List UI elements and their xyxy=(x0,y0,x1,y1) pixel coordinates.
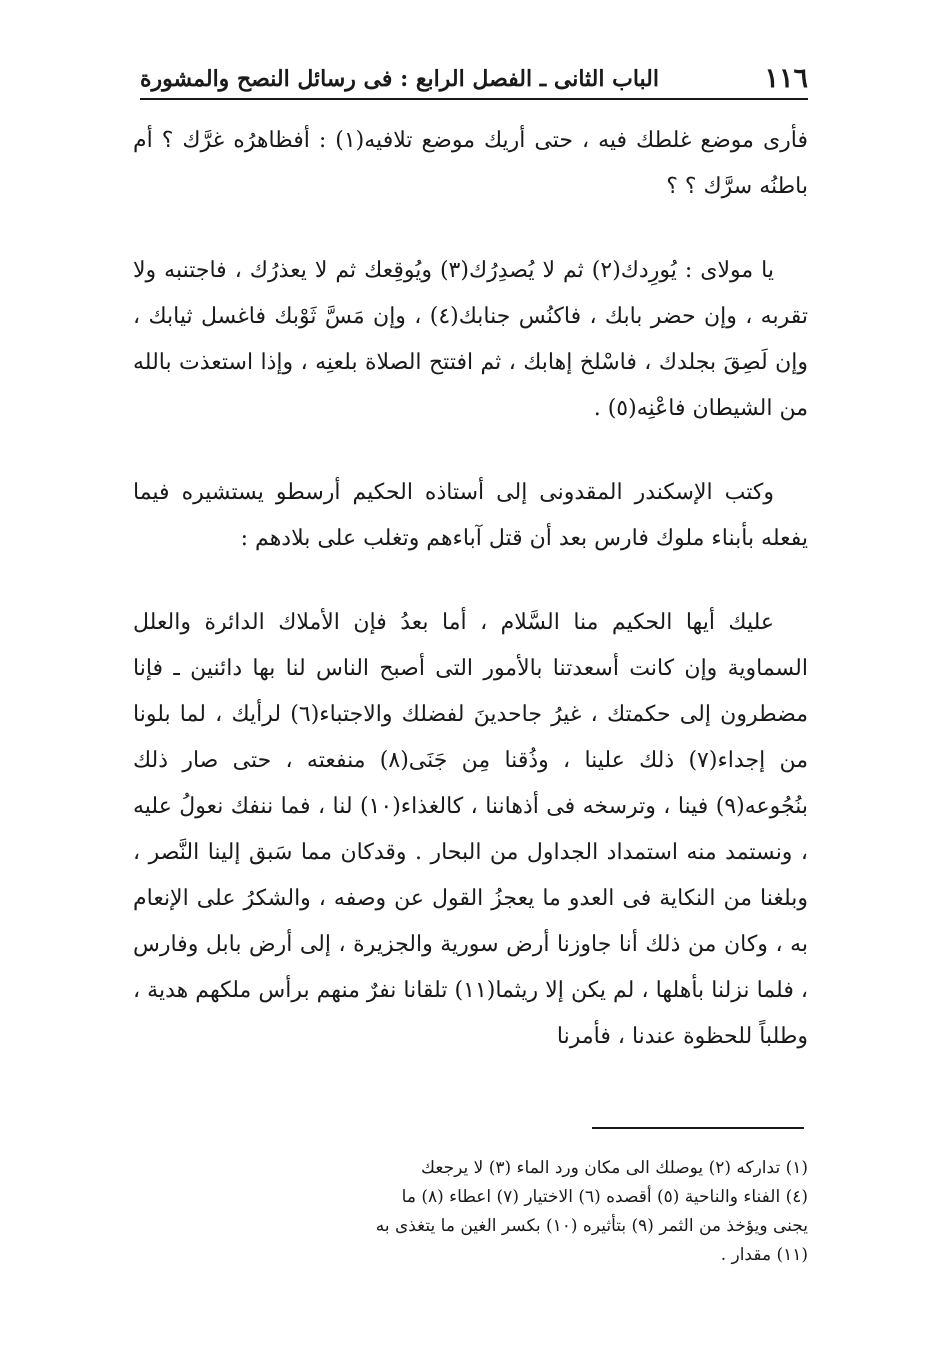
paragraph-alexander-intro: وكتب الإسكندر المقدونى إلى أستاذه الحكيم أرسطو يستشيره فيما يفعله بأبناء ملوك فارس بعد أن قتل آباءهم وتغلب على بلادهم : xyxy=(133,480,808,551)
paragraph-gap xyxy=(133,210,808,248)
footnote-line: (١١) مقدار . xyxy=(720,1245,808,1265)
running-title: الباب الثانى ـ الفصل الرابع : فى رسائل النصح والمشورة xyxy=(140,66,659,92)
main-text xyxy=(133,118,808,1060)
page-number: ١١٦ xyxy=(764,63,808,94)
footnotes xyxy=(133,1154,808,1270)
page-header xyxy=(140,58,808,100)
paragraph-gap xyxy=(133,562,808,600)
footnote-divider xyxy=(592,1127,804,1129)
footnote-line: يجنى ويؤخذ من الثمر (٩) بتأثيره (١٠) بكسر الغين ما يتغذى به xyxy=(375,1216,808,1236)
footnote-line: (١) تداركه (٢) يوصلك الى مكان ورد الماء (٣) لا يرجعك xyxy=(421,1158,808,1178)
paragraph-gap xyxy=(133,432,808,470)
footnote-line: (٤) الفناء والناحية (٥) أقصده (٦) الاختيار (٧) اعطاء (٨) ما xyxy=(401,1187,808,1207)
paragraph-continuation: فأرى موضع غلطك فيه ، حتى أريك موضع تلافيه(١) : أفظاهرُه غرَّك ؟ أم باطنُه سرَّك ؟ ؟ xyxy=(133,128,809,199)
paragraph-mawlay: يا مولاى : يُورِدك(٢) ثم لا يُصدِرُك(٣) ويُوقِعك ثم لا يعذرُك ، فاجتنبه ولا تقربه ، وإن حضر بابك ، فاكنُس جنابك(٤) ، وإن مَسَّ ثَوْبك فاغسل ثيابك ، وإن لَصِقَ بجلدك ، فاسْلخ إهابك ، ثم افتتح الصلاة بلعنِه ، وإذا استعذت بالله من الشيطان فاعْنِه(٥) . xyxy=(133,258,808,421)
paragraph-alexander-letter: عليك أيها الحكيم منا السَّلام ، أما بعدُ فإن الأملاك الدائرة والعلل السماوية وإن كانت أسعدتنا بالأمور التى أصبح الناس لنا بها دائنين ـ فإنا مضطرون إلى حكمتك ، غيرُ جاحدينَ لفضلك والاجتباء(٦) لرأيك ، لما بلونا من إجداء(٧) ذلك علينا ، وذُقنا مِن جَنَى(٨) منفعته ، حتى صار ذلك بنُجُوعه(٩) فينا ، وترسخه فى أذهاننا ، كالغذاء(١٠) لنا ، فما ننفك نعولُ عليه ، ونستمد منه استمداد الجداول من البحار . وقدكان مما سَبق إلينا النَّصر ، وبلغنا من النكاية فى العدو ما يعجزُ القول عن وصفه ، والشكرُ على الإنعام به ، وكان من ذلك أنا جاوزنا أرض سورية والجزيرة ، إلى أرض بابل وفارس ، فلما نزلنا بأهلها ، لم يكن إلا ريثما(١١) تلقانا نفرٌ منهم برأس ملكهم هدية ، وطلباً للحظوة عندنا ، فأمرنا xyxy=(133,610,809,1049)
